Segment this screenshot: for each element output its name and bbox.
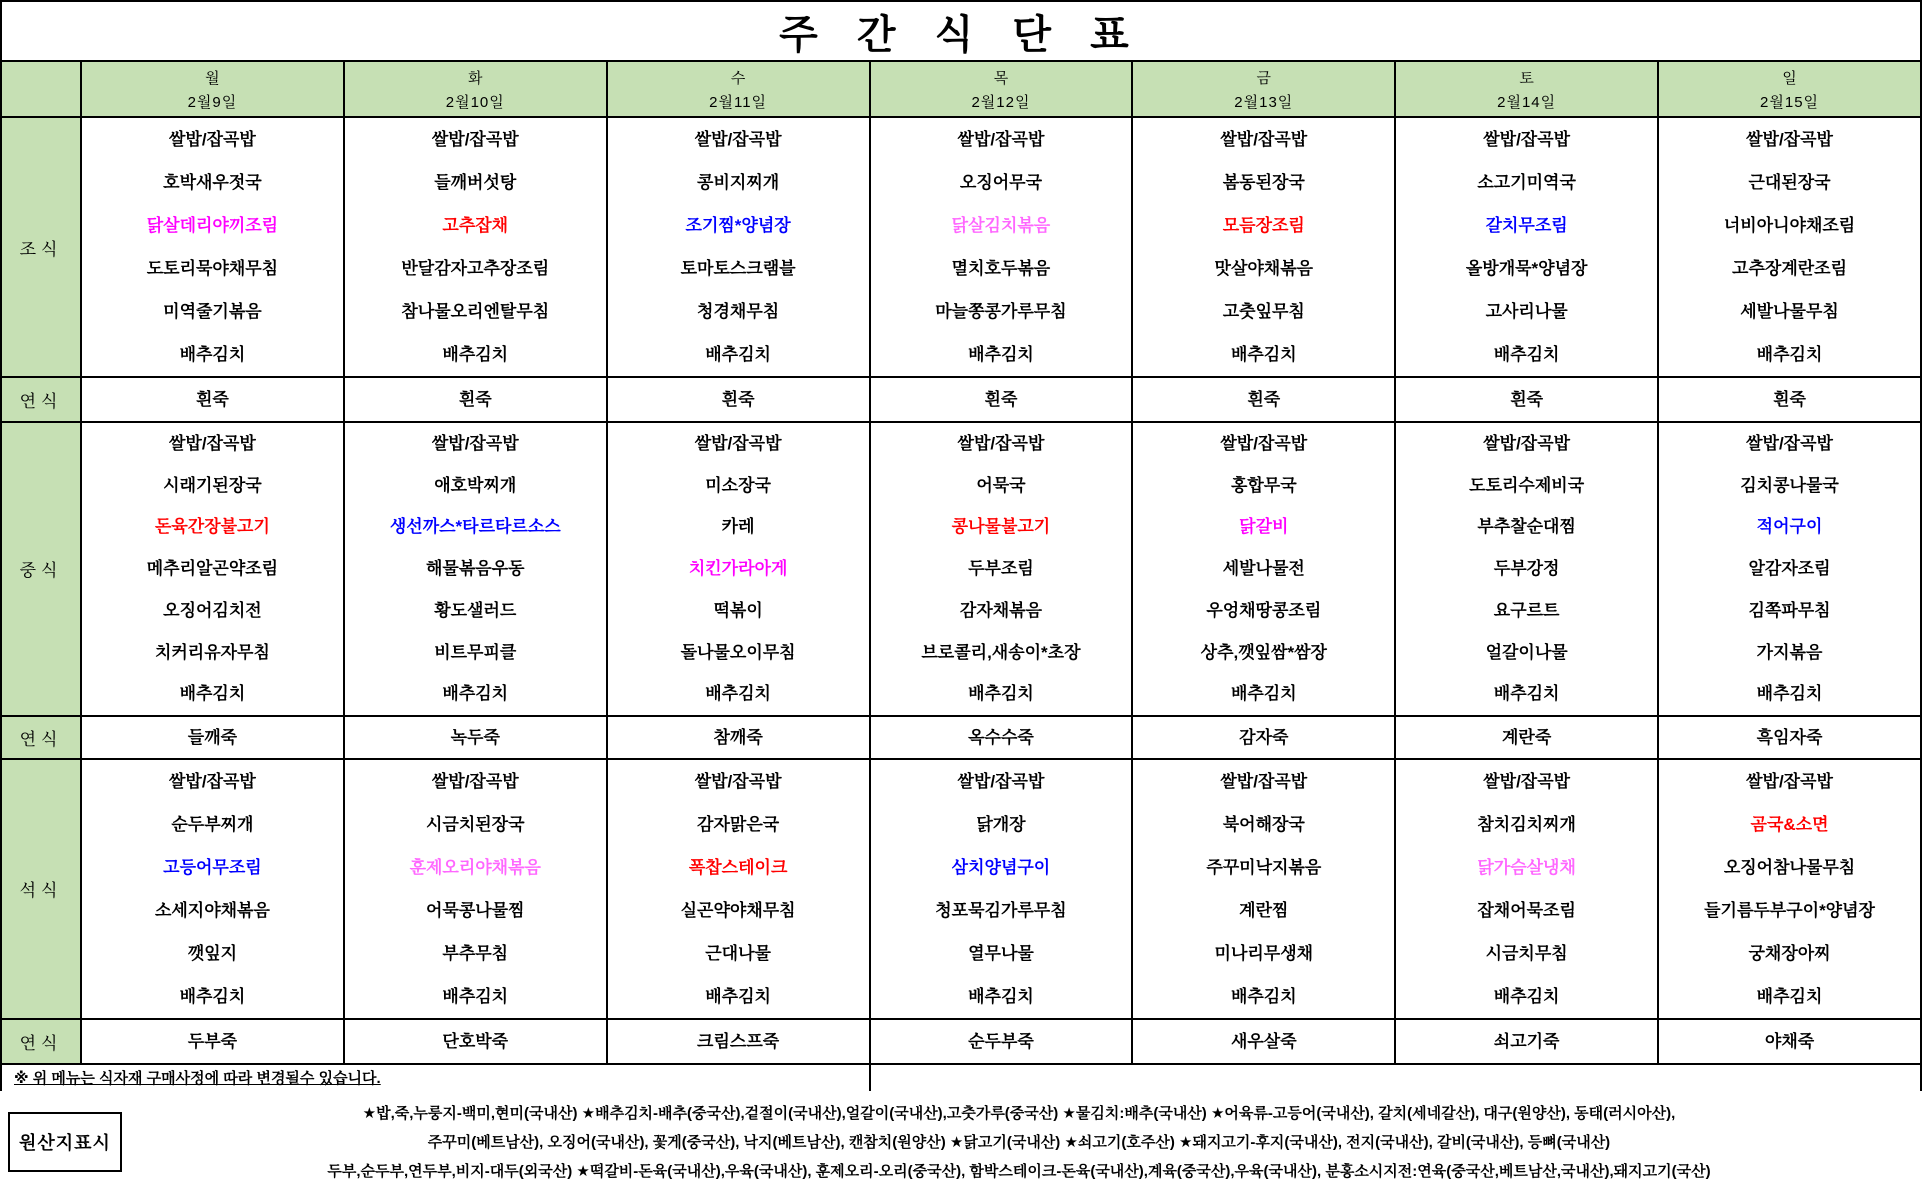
menu-cell <box>1395 377 1658 422</box>
menu-item: 닭개장 <box>976 814 1026 834</box>
menu-table-body <box>1 117 1921 1064</box>
menu-item: 두부조림 <box>968 559 1034 579</box>
section-label: 연식 <box>1 377 81 422</box>
menu-item: 소고기미역국 <box>1477 173 1576 192</box>
menu-item: 배추김치 <box>705 986 771 1006</box>
menu-item: 배추김치 <box>1230 684 1297 704</box>
menu-cell <box>1658 422 1921 716</box>
menu-item: 반달감자고추장조림 <box>401 259 550 278</box>
menu-item: 부추무침 <box>442 943 509 963</box>
menu-cell <box>1395 1019 1658 1064</box>
menu-cell <box>870 759 1133 1019</box>
menu-item: 순두부찌개 <box>171 814 254 834</box>
menu-item: 쌀밥/잡곡밥 <box>694 771 782 791</box>
day-header <box>1 61 1921 117</box>
day-header-5 <box>1132 61 1395 117</box>
menu-item: 쌀밥/잡곡밥 <box>1746 130 1833 149</box>
menu-item: 홍합무국 <box>1230 475 1297 495</box>
footnote-text: ※ 위 메뉴는 식자재 구매사정에 따라 변경될수 있습니다. <box>14 1070 381 1088</box>
menu-item: 미소장국 <box>705 475 771 495</box>
footnote-row <box>1 1064 1921 1091</box>
menu-item: 요구르트 <box>1493 600 1560 620</box>
footnote-cell <box>1 1064 870 1091</box>
menu-item: 가지볶음 <box>1756 642 1823 662</box>
menu-item: 쌀밥/잡곡밥 <box>1746 434 1833 453</box>
menu-item: 감자죽 <box>1239 727 1289 747</box>
day-date: 2월14일 <box>1497 94 1557 111</box>
menu-item: 계란찜 <box>1239 900 1289 920</box>
menu-item: 새우살죽 <box>1230 1031 1297 1051</box>
section-row-6 <box>1 1019 1921 1064</box>
section-row-2 <box>1 377 1921 422</box>
menu-item: 흰죽 <box>1247 390 1281 409</box>
menu-item: 얼갈이나물 <box>1485 642 1568 662</box>
menu-item: 미역줄기볶음 <box>163 302 262 321</box>
menu-item: 오징어참나물무침 <box>1723 857 1856 877</box>
menu-item: 부추찰순대찜 <box>1477 517 1576 537</box>
menu-item: 쌀밥/잡곡밥 <box>694 130 782 149</box>
day-name: 월 <box>205 70 220 87</box>
page-title: 주 간 식 단 표 <box>0 0 1922 60</box>
menu-cell <box>870 716 1133 759</box>
section-row-4 <box>1 716 1921 759</box>
menu-item: 닭갈비 <box>1239 517 1289 537</box>
day-date: 2월9일 <box>187 94 238 111</box>
menu-item: 해물볶음우동 <box>425 559 525 579</box>
menu-cell <box>607 422 870 716</box>
menu-item: 쌀밥/잡곡밥 <box>431 130 519 149</box>
menu-item: 떡볶이 <box>713 600 763 620</box>
menu-item: 들깨버섯탕 <box>434 173 517 192</box>
menu-item: 닭살김치볶음 <box>951 216 1051 235</box>
menu-item: 어묵국 <box>976 475 1026 495</box>
menu-cell <box>344 1019 607 1064</box>
menu-item: 순두부죽 <box>968 1031 1034 1051</box>
menu-item: 갈치무조림 <box>1485 216 1568 235</box>
menu-item: 시래기된장국 <box>163 475 262 495</box>
menu-item: 배추김치 <box>968 684 1034 704</box>
menu-item: 너비아니야채조림 <box>1723 216 1856 235</box>
menu-cell <box>870 1019 1133 1064</box>
menu-cell <box>1132 117 1395 377</box>
menu-cell <box>1132 1019 1395 1064</box>
menu-item: 배추김치 <box>442 345 509 364</box>
menu-cell <box>1658 377 1921 422</box>
menu-cell <box>344 422 607 716</box>
section-label: 조식 <box>1 117 81 377</box>
menu-item: 배추김치 <box>705 684 771 704</box>
menu-table <box>0 60 1922 1091</box>
section-row-3 <box>1 422 1921 716</box>
menu-item: 단호박죽 <box>442 1031 509 1051</box>
menu-item: 닭살데리야끼조림 <box>146 216 279 235</box>
day-header-4 <box>870 61 1133 117</box>
menu-item: 쌀밥/잡곡밥 <box>957 434 1045 453</box>
menu-item: 곰국&소면 <box>1750 814 1829 834</box>
menu-item: 배추김치 <box>1493 684 1560 704</box>
menu-item: 흑임자죽 <box>1756 727 1823 747</box>
menu-cell <box>1132 759 1395 1019</box>
menu-item: 쌀밥/잡곡밥 <box>431 771 519 791</box>
origin-area <box>0 1091 1922 1198</box>
menu-item: 생선까스*타르타르소스 <box>389 517 561 537</box>
menu-cell <box>344 716 607 759</box>
menu-item: 배추김치 <box>1756 684 1823 704</box>
menu-item: 주꾸미낙지볶음 <box>1206 857 1322 877</box>
menu-item: 알감자조림 <box>1748 559 1831 579</box>
menu-item: 배추김치 <box>1756 986 1823 1006</box>
menu-item: 배추김치 <box>1756 345 1823 364</box>
menu-item: 배추김치 <box>1230 345 1297 364</box>
menu-item: 고사리나물 <box>1485 302 1568 321</box>
menu-item: 열무나물 <box>968 943 1034 963</box>
menu-cell <box>344 117 607 377</box>
menu-item: 배추김치 <box>442 986 509 1006</box>
menu-item: 쌀밥/잡곡밥 <box>694 434 782 453</box>
menu-cell <box>870 117 1133 377</box>
section-row-1 <box>1 117 1921 377</box>
menu-item: 돌나물오이무침 <box>680 642 796 662</box>
menu-item: 올방개묵*양념장 <box>1465 259 1588 278</box>
menu-item: 메추리알곤약조림 <box>146 559 279 579</box>
menu-cell <box>870 377 1133 422</box>
menu-cell <box>870 422 1133 716</box>
menu-cell <box>81 377 344 422</box>
menu-item: 야채죽 <box>1764 1031 1815 1051</box>
menu-item: 흰죽 <box>195 390 229 409</box>
menu-item: 북어해장국 <box>1222 814 1305 834</box>
menu-item: 쌀밥/잡곡밥 <box>1483 130 1571 149</box>
menu-item: 치커리유자무침 <box>154 642 270 662</box>
menu-item: 흰죽 <box>984 390 1018 409</box>
day-header-1 <box>81 61 344 117</box>
menu-item: 쌀밥/잡곡밥 <box>431 434 519 453</box>
menu-item: 배추김치 <box>179 986 246 1006</box>
origin-label: 원산지표시 <box>19 1133 111 1154</box>
menu-item: 쌀밥/잡곡밥 <box>1483 434 1571 453</box>
menu-cell <box>1658 759 1921 1019</box>
day-name: 목 <box>993 70 1009 87</box>
menu-cell <box>344 759 607 1019</box>
menu-item: 고춧잎무침 <box>1222 302 1305 321</box>
section-label: 중식 <box>1 422 81 716</box>
menu-cell <box>81 716 344 759</box>
menu-item: 어묵콩나물찜 <box>425 900 525 920</box>
menu-item: 배추김치 <box>179 684 246 704</box>
menu-cell <box>1132 377 1395 422</box>
menu-cell <box>81 1019 344 1064</box>
menu-item: 배추김치 <box>442 684 509 704</box>
menu-item: 치킨가라아게 <box>688 559 788 579</box>
day-name: 금 <box>1256 70 1272 87</box>
menu-item: 배추김치 <box>179 345 246 364</box>
menu-item: 비트무피클 <box>434 642 517 662</box>
day-name: 일 <box>1782 70 1797 87</box>
menu-item: 쌀밥/잡곡밥 <box>169 130 256 149</box>
menu-item: 쌀밥/잡곡밥 <box>169 434 256 453</box>
menu-item: 쌀밥/잡곡밥 <box>1483 771 1571 791</box>
menu-item: 배추김치 <box>968 986 1034 1006</box>
menu-item: 삼치양념구이 <box>951 857 1051 877</box>
menu-item: 잡채어묵조림 <box>1477 900 1576 920</box>
day-header-2 <box>344 61 607 117</box>
day-date: 2월13일 <box>1234 94 1294 111</box>
section-label: 연식 <box>1 716 81 759</box>
menu-item: 황도샐러드 <box>434 600 517 620</box>
day-name: 토 <box>1519 70 1534 87</box>
menu-item: 녹두죽 <box>450 727 500 747</box>
menu-item: 궁채장아찌 <box>1748 943 1831 963</box>
day-header-7 <box>1658 61 1921 117</box>
menu-cell <box>1395 117 1658 377</box>
menu-item: 마늘쫑콩가루무침 <box>935 302 1067 321</box>
origin-line-3: 두부,순두부,연두부,비지-대두(외국산) ★떡갈비-돈육(국내산),우육(국내산), 훈제오리-오리(중국산), 함박스테이크-돈육(국내산),계육(중국산),우육(국내산), 분홍소시지전:연육(중국산,베트남산,국내산),돼지고기(국산) <box>327 1162 1711 1180</box>
menu-cell <box>607 377 870 422</box>
menu-cell <box>1132 422 1395 716</box>
menu-item: 근대된장국 <box>1748 173 1831 192</box>
menu-item: 들깨죽 <box>187 727 238 747</box>
menu-item: 흰죽 <box>1510 390 1544 409</box>
day-date: 2월15일 <box>1760 94 1820 111</box>
menu-item: 깻잎지 <box>187 943 238 963</box>
section-label: 석식 <box>1 759 81 1019</box>
day-name: 수 <box>730 70 746 87</box>
menu-item: 감자맑은국 <box>697 814 780 834</box>
section-row-5 <box>1 759 1921 1019</box>
menu-item: 배추김치 <box>1230 986 1297 1006</box>
menu-item: 애호박찌개 <box>434 475 517 495</box>
menu-item: 고등어무조림 <box>163 857 262 877</box>
menu-item: 옥수수죽 <box>968 727 1034 747</box>
menu-item: 청포묵김가루무침 <box>935 900 1067 920</box>
menu-item: 시금치무침 <box>1485 943 1568 963</box>
menu-item: 오징어무국 <box>959 173 1043 192</box>
menu-item: 고추잡채 <box>442 216 509 235</box>
menu-item: 시금치된장국 <box>425 814 525 834</box>
section-label: 연식 <box>1 1019 81 1064</box>
day-date: 2월12일 <box>971 94 1031 111</box>
menu-cell <box>607 117 870 377</box>
menu-item: 카레 <box>721 517 755 537</box>
menu-item: 배추김치 <box>1493 345 1560 364</box>
menu-item: 토마토스크램블 <box>680 259 796 278</box>
day-header-row <box>1 61 1921 117</box>
menu-item: 흰죽 <box>458 390 492 409</box>
menu-item: 고추장계란조림 <box>1732 259 1848 278</box>
menu-item: 들기름두부구이*양념장 <box>1704 900 1875 920</box>
menu-cell <box>607 716 870 759</box>
menu-item: 돈육간장불고기 <box>154 517 270 537</box>
menu-cell <box>81 117 344 377</box>
menu-cell <box>81 759 344 1019</box>
menu-item: 크림스프죽 <box>697 1031 780 1051</box>
day-date: 2월10일 <box>445 94 505 111</box>
menu-item: 계란죽 <box>1502 727 1552 747</box>
menu-item: 도토리묵야채무침 <box>146 259 279 278</box>
menu-item: 쌀밥/잡곡밥 <box>1746 771 1833 791</box>
menu-item: 상추,깻잎쌈*쌈장 <box>1200 642 1327 662</box>
day-header-6 <box>1395 61 1658 117</box>
menu-item: 조기찜*양념장 <box>685 216 791 235</box>
menu-cell <box>1395 716 1658 759</box>
menu-item: 쌀밥/잡곡밥 <box>957 130 1045 149</box>
menu-item: 참깨죽 <box>713 727 763 747</box>
menu-item: 흰죽 <box>1773 390 1806 409</box>
menu-item: 감자채볶음 <box>959 600 1043 620</box>
menu-item: 쇠고기죽 <box>1493 1031 1560 1051</box>
menu-cell <box>607 759 870 1019</box>
menu-item: 흰죽 <box>721 390 755 409</box>
menu-cell <box>1395 759 1658 1019</box>
origin-label-box <box>8 1112 122 1172</box>
menu-item: 쌀밥/잡곡밥 <box>1220 434 1308 453</box>
menu-item: 브로콜리,새송이*초장 <box>921 642 1081 662</box>
menu-cell <box>1658 716 1921 759</box>
origin-lines <box>122 1099 1916 1186</box>
menu-item: 청경채무침 <box>697 302 780 321</box>
menu-item: 봄동된장국 <box>1222 173 1305 192</box>
menu-item: 쌀밥/잡곡밥 <box>1220 771 1308 791</box>
menu-cell <box>1395 422 1658 716</box>
menu-item: 도토리수제비국 <box>1469 475 1585 495</box>
day-header-3 <box>607 61 870 117</box>
menu-item: 쌀밥/잡곡밥 <box>169 771 256 791</box>
menu-item: 두부죽 <box>187 1031 238 1051</box>
menu-cell <box>81 422 344 716</box>
menu-item: 콩비지찌개 <box>697 173 780 192</box>
menu-cell <box>1658 1019 1921 1064</box>
menu-item: 적어구이 <box>1756 517 1823 537</box>
menu-item: 소세지야채볶음 <box>154 900 270 920</box>
menu-cell <box>1658 117 1921 377</box>
menu-item: 세발나물전 <box>1222 559 1305 579</box>
menu-item: 근대나물 <box>705 943 771 963</box>
origin-line-2: 주꾸미(베트남산), 오징어(국내산), 꽃게(중국산), 낙지(베트남산), 캔참치(원양산) ★닭고기(국내산) ★쇠고기(호주산) ★돼지고기-후지(국내산), 전지(국내산), 갈비(국내산), 등뼈(국내산) <box>427 1133 1611 1151</box>
menu-item: 배추김치 <box>968 345 1034 364</box>
origin-line-1: ★밥,죽,누룽지-백미,현미(국내산) ★배추김치-배추(중국산),겉절이(국내산),얼갈이(국내산),고춧가루(중국산) ★물김치:배추(국내산) ★어육류-고등어(국내산), 갈치(세네갈산), 대구(원양산), 동태(러시아산), <box>362 1104 1676 1122</box>
menu-item: 실곤약야채무침 <box>680 900 796 920</box>
day-name: 화 <box>468 70 483 87</box>
menu-item: 우엉채땅콩조림 <box>1206 600 1322 620</box>
menu-item: 콩나물불고기 <box>951 517 1051 537</box>
menu-item: 김치콩나물국 <box>1740 475 1839 495</box>
menu-item: 두부강정 <box>1493 559 1560 579</box>
menu-item: 훈제오리야채볶음 <box>409 857 541 877</box>
menu-item: 참치김치찌개 <box>1477 814 1576 834</box>
menu-cell <box>607 1019 870 1064</box>
menu-item: 맛살야채볶음 <box>1214 259 1314 278</box>
menu-item: 배추김치 <box>705 345 771 364</box>
menu-cell <box>1132 716 1395 759</box>
menu-item: 배추김치 <box>1493 986 1560 1006</box>
menu-item: 호박새우젓국 <box>163 173 262 192</box>
menu-item: 세발나물무침 <box>1740 302 1839 321</box>
footnote-blank-cell <box>870 1064 1921 1091</box>
menu-item: 멸치호두볶음 <box>951 259 1051 278</box>
menu-item: 김쪽파무침 <box>1748 600 1831 620</box>
menu-item: 폭찹스테이크 <box>688 857 788 877</box>
menu-item: 참나물오리엔탈무침 <box>401 302 550 321</box>
menu-item: 쌀밥/잡곡밥 <box>957 771 1045 791</box>
menu-item: 미나리무생채 <box>1214 943 1314 963</box>
menu-item: 쌀밥/잡곡밥 <box>1220 130 1308 149</box>
corner-cell <box>1 61 81 117</box>
menu-item: 모듬장조림 <box>1222 216 1305 235</box>
day-date: 2월11일 <box>709 94 768 111</box>
menu-cell <box>344 377 607 422</box>
footnote-section <box>1 1064 1921 1091</box>
menu-item: 닭가슴살냉채 <box>1477 857 1576 877</box>
menu-item: 오징어김치전 <box>163 600 262 620</box>
